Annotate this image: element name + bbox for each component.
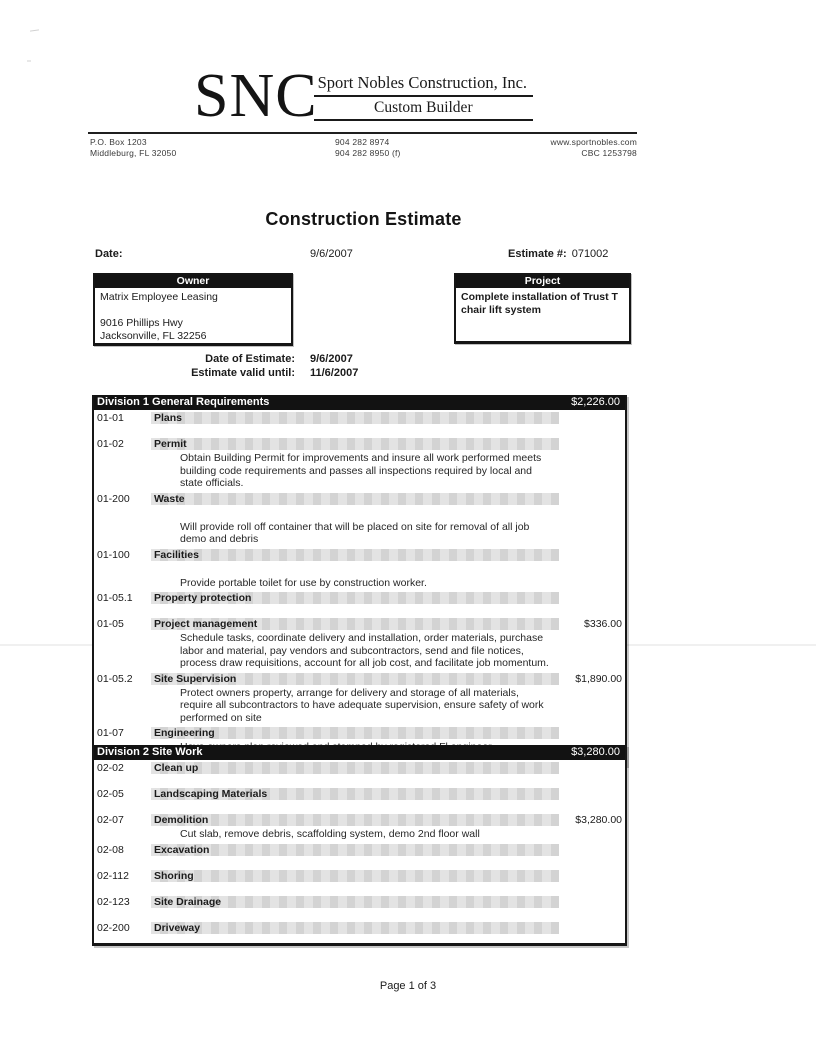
address-line2: Middleburg, FL 32050 xyxy=(90,148,177,158)
line-item-head xyxy=(94,844,625,856)
project-description-line1: Complete installation of Trust T xyxy=(461,291,618,303)
line-item xyxy=(94,870,625,882)
item-name: Excavation xyxy=(151,844,559,856)
item-code: 02-02 xyxy=(97,762,124,774)
line-item xyxy=(94,814,625,841)
line-item-head xyxy=(94,493,625,505)
document-title: Construction Estimate xyxy=(265,209,462,229)
division-title: Division 2 Site Work xyxy=(97,746,203,758)
item-name: Engineering xyxy=(151,727,559,739)
line-item-head xyxy=(94,788,625,800)
letterhead-rule xyxy=(88,132,637,134)
item-description: Provide portable toilet for use by construction worker. xyxy=(180,576,427,589)
line-item xyxy=(94,922,625,934)
line-item-head xyxy=(94,870,625,882)
item-name: Demolition xyxy=(151,814,559,826)
line-item xyxy=(94,412,625,424)
item-code: 01-05.2 xyxy=(97,672,133,685)
item-code: 01-02 xyxy=(97,438,124,450)
division-title: Division 1 General Requirements xyxy=(97,396,270,408)
estimate-number-label: Estimate #: xyxy=(508,248,567,260)
line-item-head xyxy=(94,896,625,908)
owner-address-line2: Jacksonville, FL 32256 xyxy=(100,330,207,342)
line-item xyxy=(94,762,625,774)
parties-row xyxy=(90,273,637,353)
division-table xyxy=(92,395,627,766)
line-item-head xyxy=(94,814,625,826)
division-total: $3,280.00 xyxy=(571,746,620,758)
date-label: Date: xyxy=(95,248,123,260)
company-logo-text xyxy=(314,73,533,121)
item-name: Landscaping Materials xyxy=(151,788,559,800)
line-item xyxy=(94,788,625,800)
date-of-estimate-row xyxy=(90,352,637,366)
line-item xyxy=(94,592,625,604)
item-code: 02-200 xyxy=(97,921,130,934)
line-item xyxy=(94,493,625,546)
owner-address-line1: 9016 Phillips Hwy xyxy=(100,317,183,329)
item-name: Permit xyxy=(151,438,559,450)
division-total: $2,226.00 xyxy=(571,396,620,408)
item-description: Will provide roll off container that will be placed on site for removal of all job demo and debris xyxy=(180,520,530,545)
valid-until-value: 11/6/2007 xyxy=(310,367,359,379)
division-table xyxy=(92,745,627,946)
division-header xyxy=(94,745,625,760)
item-name: Project management xyxy=(151,618,559,630)
item-amount: $3,280.00 xyxy=(575,814,622,826)
division-items xyxy=(94,762,625,943)
line-item-head xyxy=(94,762,625,774)
line-item xyxy=(94,673,625,725)
item-code: 01-01 xyxy=(97,412,124,424)
meta-row xyxy=(90,248,637,264)
owner-blank-line xyxy=(100,304,286,317)
owner-box-body xyxy=(95,288,291,346)
item-code: 01-05 xyxy=(97,618,124,630)
line-item-head xyxy=(94,549,625,561)
item-description: Obtain Building Permit for improvements and insure all work performed meets building code requirements and passes all inspections required by local and state officials. xyxy=(180,452,542,489)
line-item xyxy=(94,438,625,490)
project-box-header: Project xyxy=(456,275,629,288)
company-monogram: SNC xyxy=(193,62,318,130)
fax-number: 904 282 8950 (f) xyxy=(335,148,401,158)
phone-number: 904 282 8974 xyxy=(335,137,390,147)
line-item xyxy=(94,618,625,670)
line-item-head xyxy=(94,438,625,450)
owner-name: Matrix Employee Leasing xyxy=(100,291,218,303)
item-amount: $336.00 xyxy=(584,618,622,630)
item-code: 01-05.1 xyxy=(97,592,133,604)
item-name: Clean up xyxy=(151,762,559,774)
item-name: Facilities xyxy=(151,549,559,561)
page-number: Page 1 of 3 xyxy=(379,980,437,992)
item-code: 02-112 xyxy=(97,869,129,882)
valid-until-row xyxy=(90,366,637,380)
letterhead xyxy=(90,62,637,130)
item-code: 01-100 xyxy=(97,548,130,561)
owner-box-header: Owner xyxy=(95,275,291,288)
line-item-head xyxy=(94,727,625,739)
line-item xyxy=(94,844,625,856)
valid-until-label: Estimate valid until: xyxy=(191,367,295,379)
contact-address xyxy=(90,137,335,159)
date-value: 9/6/2007 xyxy=(310,248,353,260)
project-box-body xyxy=(456,288,629,320)
item-description: Cut slab, remove debris, scaffolding system, demo 2nd floor wall xyxy=(180,828,480,840)
company-tagline: Custom Builder xyxy=(314,97,533,121)
date-of-estimate-label: Date of Estimate: xyxy=(205,353,295,365)
estimate-dates xyxy=(90,352,637,380)
project-description-line2: chair lift system xyxy=(461,304,541,316)
item-code: 02-07 xyxy=(97,814,124,826)
website: www.sportnobles.com xyxy=(550,137,637,147)
item-name: Shoring xyxy=(151,870,559,882)
contact-web-license xyxy=(520,137,637,159)
line-item-head xyxy=(94,412,625,424)
line-item-head xyxy=(94,592,625,604)
division-header xyxy=(94,395,625,410)
line-item-head xyxy=(94,673,625,685)
scan-artifact-mark xyxy=(30,29,39,31)
item-name: Site Drainage xyxy=(151,896,559,908)
line-item xyxy=(94,549,625,590)
item-name: Driveway xyxy=(151,922,559,934)
item-description: Protect owners property, arrange for delivery and storage of all materials, require all subcontractors to have adequate supervision, ensure safety of work performed on site xyxy=(180,686,544,724)
division-items xyxy=(94,412,625,763)
estimate-number xyxy=(508,248,608,260)
license-number: CBC 1253798 xyxy=(581,148,637,158)
line-item xyxy=(94,896,625,908)
item-code: 02-08 xyxy=(97,843,124,856)
contact-info xyxy=(90,137,637,159)
item-name: Property protection xyxy=(151,592,559,604)
item-name: Site Supervision xyxy=(151,673,559,685)
item-description: Schedule tasks, coordinate delivery and installation, order materials, purchase labor and material, pay vendors and subcontractors, send and file notices, process draw requisitions, account for all job cost, and facilitate job momentum. xyxy=(180,632,549,669)
owner-box xyxy=(93,273,293,346)
contact-phones xyxy=(335,137,520,159)
item-name: Plans xyxy=(151,412,559,424)
address-line1: P.O. Box 1203 xyxy=(90,137,147,147)
scan-artifact-mark xyxy=(27,60,31,62)
item-code: 01-200 xyxy=(97,492,130,505)
item-code: 01-07 xyxy=(97,727,124,739)
item-code: 02-123 xyxy=(97,895,130,908)
item-code: 02-05 xyxy=(97,788,124,800)
item-amount: $1,890.00 xyxy=(575,672,622,685)
project-box xyxy=(454,273,631,344)
line-item-head xyxy=(94,618,625,630)
date-of-estimate-value: 9/6/2007 xyxy=(310,353,353,365)
item-name: Waste xyxy=(151,493,559,505)
company-name: Sport Nobles Construction, Inc. xyxy=(314,73,533,97)
line-item-head xyxy=(94,922,625,934)
estimate-number-value: 071002 xyxy=(571,248,609,260)
